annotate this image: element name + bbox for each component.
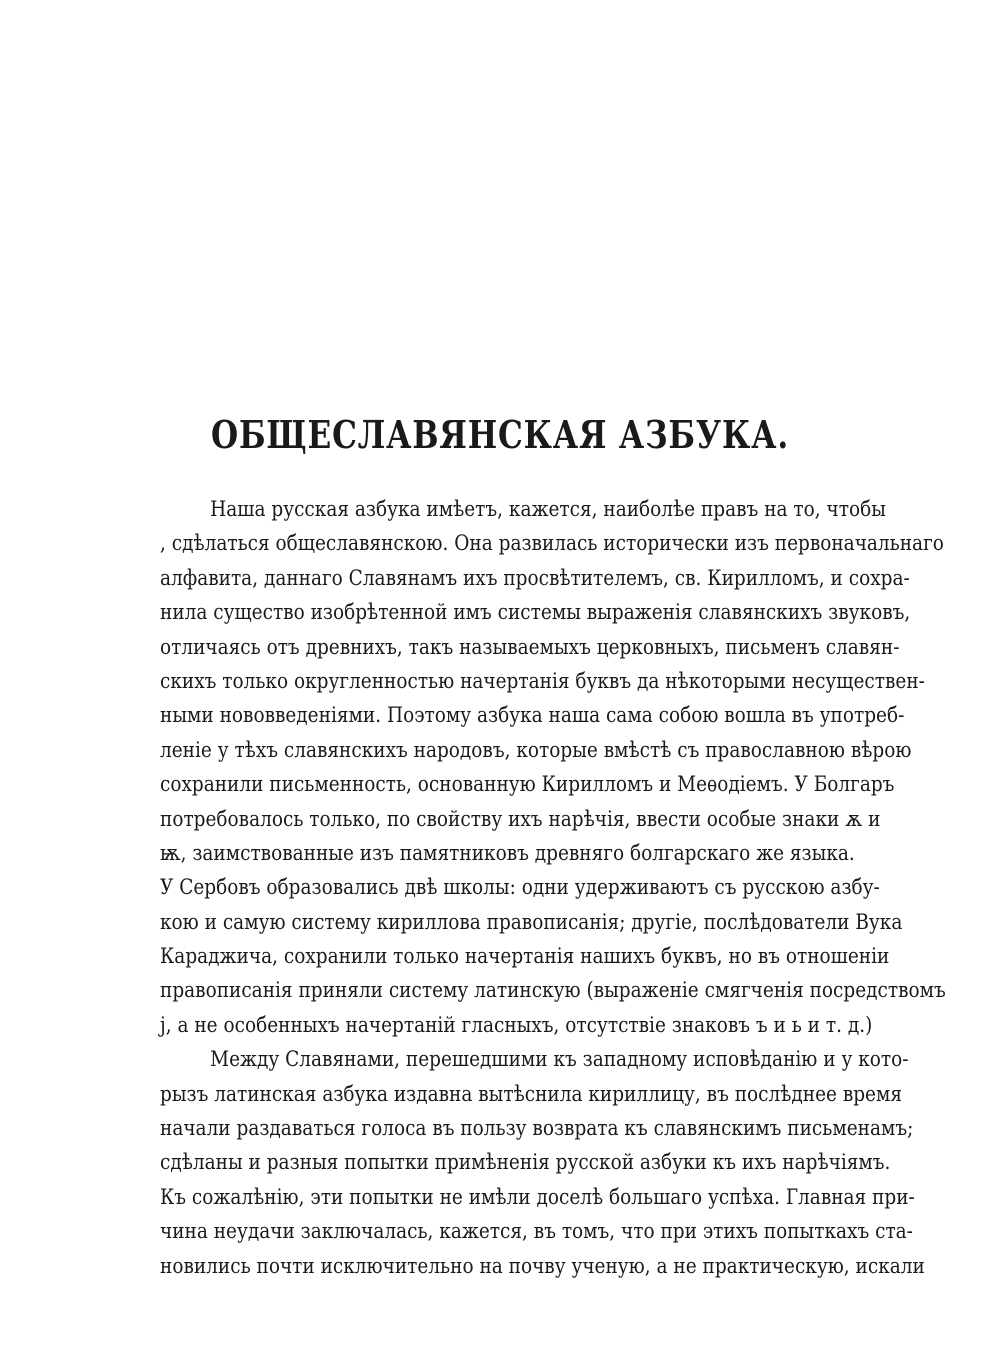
body-text (160, 492, 946, 1283)
text-line: сдѣланы и разныя попытки примѣненія русской азбуки къ ихъ нарѣчіямъ. (160, 1150, 891, 1175)
text-line: ѭ, заимствованные изъ памятниковъ древняго болгарскаго же языка. (160, 840, 855, 865)
text-line: Къ сожалѣнію, эти попытки не имѣли доселѣ большаго успѣха. Главная при- (160, 1184, 915, 1209)
text-line: кою и самую систему кириллова правописанія; другіе, послѣдователи Вука (160, 909, 903, 934)
text-line: Между Славянами, перешедшими къ западному исповѣданію и у кото- (210, 1047, 909, 1072)
text-line: алфавита, даннаго Славянамъ ихъ просвѣтителемъ, св. Кирилломъ, и сохра- (160, 565, 910, 590)
text-line: чина неудачи заключалась, кажется, въ томъ, что при этихъ попыткахъ ста- (160, 1219, 913, 1244)
text-line: скихъ только округленностью начертанія буквъ да нѣкоторыми несуществен- (160, 668, 925, 693)
text-line: отличаясь отъ древнихъ, такъ называемыхъ церковныхъ, письменъ славян- (160, 634, 900, 659)
page-title: ОБЩЕСЛАВЯНСКАЯ АЗБУКА. (210, 412, 790, 457)
text-line: Караджича, сохранили только начертанія нашихъ буквъ, но въ отношеніи (160, 944, 890, 969)
text-line: ными нововведеніями. Поэтому азбука наша сама собою вошла въ употреб- (160, 703, 905, 728)
text-line: , сдѣлаться общеславянскою. Она развилась исторически изъ первоначальнаго (160, 531, 944, 556)
text-line: начали раздаваться голоса въ пользу возврата къ славянскимъ письменамъ; (160, 1116, 914, 1141)
text-line: Наша русская азбука имѣетъ, кажется, наиболѣе правъ на то, чтобы (210, 497, 886, 521)
text-line: У Сербовъ образовались двѣ школы: одни удерживаютъ съ русскою азбу- (160, 875, 880, 900)
text-line: правописанія приняли систему латинскую (выраженіе смягченія посредствомъ (160, 978, 946, 1003)
text-line: новились почти исключительно на почву ученую, а не практическую, искали (160, 1253, 925, 1278)
text-line: рызъ латинская азбука издавна вытѣснила кириллицу, въ послѣднее время (160, 1081, 903, 1106)
text-line: потребовалось только, по свойству ихъ нарѣчія, ввести особые знаки ѫ и (160, 806, 881, 831)
text-line: нила существо изобрѣтенной имъ системы выраженія славянскихъ звуковъ, (160, 600, 911, 625)
text-line: j, а не особенныхъ начертаній гласныхъ, отсутствіе знаковъ ъ и ь и т. д.) (160, 1012, 873, 1037)
text-line: сохранили письменность, основанную Кирилломъ и Меѳодіемъ. У Болгаръ (160, 772, 895, 797)
text-line: леніе у тѣхъ славянскихъ народовъ, которые вмѣстѣ съ православною вѣрою (160, 737, 912, 762)
